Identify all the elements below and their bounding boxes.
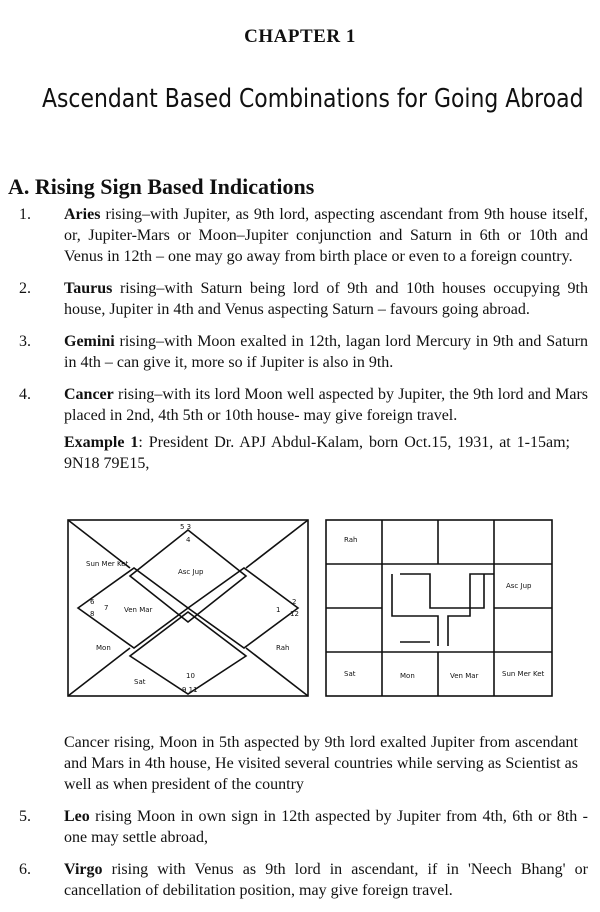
- list-item: [0, 204, 600, 267]
- chart-planets: Ven Mar: [450, 672, 479, 680]
- item-number: 4.: [19, 386, 31, 403]
- horoscope-charts: [0, 516, 600, 700]
- item-text: rising–with Moon exalted in 12th, lagan lord Mercury in 9th and Saturn in 4th – can give it, more so if Jupiter is also in 9th.: [64, 333, 588, 371]
- chart-planets: Rah: [276, 644, 290, 652]
- chart-house-number: 1: [276, 606, 281, 614]
- chart-house-number: 4: [186, 536, 191, 544]
- chart-planets: Ven Mar: [124, 606, 153, 614]
- chapter-label: CHAPTER 1: [244, 26, 356, 47]
- north-indian-chart: [0, 516, 600, 700]
- list-item: [0, 331, 600, 373]
- chart-planets: Rah: [344, 536, 358, 544]
- example-label: Example 1: [64, 434, 139, 451]
- sign-name: Taurus: [64, 280, 113, 297]
- chart-house-number: 6: [90, 598, 95, 606]
- chart-house-number: 10: [186, 672, 195, 680]
- chart-house-number: 7: [104, 604, 109, 612]
- chart-planets: Asc Jup: [506, 582, 532, 590]
- page-title: Ascendant Based Combinations for Going Abroad: [42, 84, 584, 114]
- item-number: 5.: [19, 808, 31, 825]
- sign-name: Cancer: [64, 386, 114, 403]
- item-text: rising–with Jupiter, as 9th lord, aspecting ascendant from 9th house itself, or, Jupiter-Mars or Moon–Jupiter conjunction and Saturn in 6th or 10th and Venus in 12th – one may go away from birth place or even to a foreign country.: [64, 206, 588, 265]
- chart-planets: Asc Jup: [178, 568, 204, 576]
- example-text: : President Dr. APJ Abdul-Kalam, born Oct.15, 1931, at 1-15am; 9N18 79E15,: [64, 434, 570, 472]
- sign-name: Aries: [64, 206, 101, 223]
- example-explanation: Cancer rising, Moon in 5th aspected by 9th lord exalted Jupiter from ascendant and Mars in 4th house, He visited several countries while serving as Scientist as well as when president of the country: [64, 734, 578, 793]
- chart-house-number: 12: [290, 610, 299, 618]
- list-item: [0, 384, 600, 426]
- item-number: 1.: [19, 206, 31, 223]
- chart-house-numbers: 9 11: [182, 686, 198, 694]
- item-text: rising Moon in own sign in 12th aspected by Jupiter from 4th, 6th or 8th - one may settle abroad,: [64, 808, 588, 846]
- chart-house-number: 8: [90, 610, 95, 618]
- sign-name: Gemini: [64, 333, 115, 350]
- chart-planets: Mon: [96, 644, 111, 652]
- item-number: 2.: [19, 280, 31, 297]
- chart-planets: Sat: [344, 670, 356, 678]
- chart-house-number: 2: [292, 598, 297, 606]
- chart-planets: Mon: [400, 672, 415, 680]
- chart-planets: Sun Mer Ket: [86, 560, 129, 568]
- chart-planets: Sun Mer Ket: [502, 670, 545, 678]
- sign-name: Leo: [64, 808, 90, 825]
- list-item: [0, 859, 600, 901]
- list-item: [0, 806, 600, 848]
- item-text: rising–with its lord Moon well aspected by Jupiter, the 9th lord and Mars placed in 2nd, 4th 5th or 10th house- may give foreign travel.: [64, 386, 588, 424]
- item-text: rising with Venus as 9th lord in ascendant, if in 'Neech Bhang' or cancellation of debilitation position, may give foreign travel.: [64, 861, 588, 899]
- item-number: 6.: [19, 861, 31, 878]
- item-text: rising–with Saturn being lord of 9th and 10th houses occupying 9th house, Jupiter in 4th and Venus aspecting Saturn – favours going abroad.: [64, 280, 588, 318]
- list-item: [0, 278, 600, 320]
- section-heading: A. Rising Sign Based Indications: [8, 174, 315, 199]
- continued-list: [0, 732, 600, 912]
- example-paragraph: [0, 432, 600, 474]
- item-number: 3.: [19, 333, 31, 350]
- indication-list: [0, 204, 600, 474]
- sign-name: Virgo: [64, 861, 103, 878]
- chart-planets: Sat: [134, 678, 146, 686]
- chart-house-numbers: 5 3: [180, 523, 192, 531]
